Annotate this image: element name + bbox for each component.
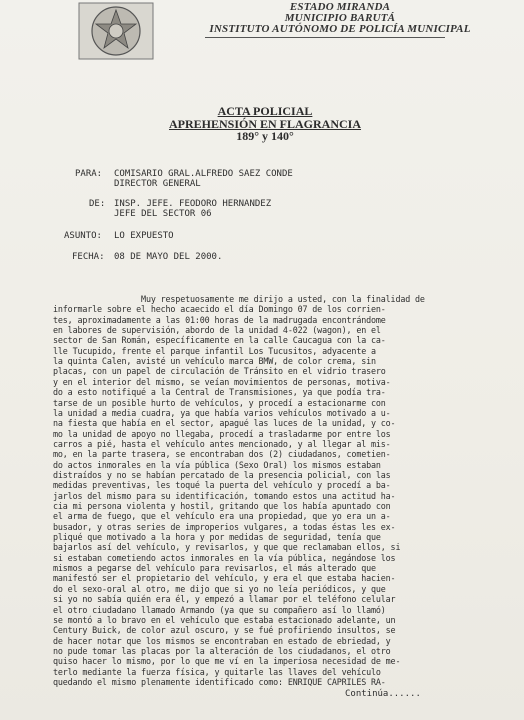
document-title: ACTA POLICIAL: [217, 104, 313, 118]
body-line: terlo mediante la fuerza física, y quitarle las llaves del vehículo: [53, 666, 381, 677]
body-line: carros a pié, hasta el vehículo antes mencionado, y al llegar al mis-: [53, 438, 391, 449]
body-line: Century Buick, de color azul oscuro, y se fué profiriendo insultos, se: [53, 625, 396, 636]
header-municipality: MUNICIPIO BARUTÁ: [284, 12, 396, 24]
fecha-value: 08 DE MAYO DEL 2000.: [114, 252, 223, 262]
body-line: na fiesta que había en el sector, apagué las luces de la unidad, y co-: [53, 418, 396, 429]
body-line: manifestó ser el propietario del vehículo, y era el que estaba hacien-: [53, 573, 396, 584]
body-line: mismos a pegarse del vehículo para revisarlos, el más alterado que: [53, 563, 376, 574]
header-institute: INSTITUTO AUTÓNOMO DE POLICÍA MUNICIPAL: [209, 23, 471, 35]
header-state: ESTADO MIRANDA: [289, 1, 391, 13]
body-line: quedando el mismo plenamente identificado como: ENRIQUE CAPRILES RA-: [53, 676, 386, 687]
body-line: placas, con un papel de circulación de Tránsito en el vidrio trasero: [53, 366, 386, 377]
body-line: el arma de fuego, que el vehículo era una propiedad, que yo era un a-: [53, 511, 391, 522]
body-line: mo la unidad de apoyo no llegaba, procedí a trasladarme por entre los: [53, 428, 391, 439]
body-line: si estaban cometiendo actos inmorales en la vía pública, negándose los: [53, 552, 396, 563]
para-label: PARA:: [75, 169, 103, 179]
asunto-label: ASUNTO:: [64, 231, 102, 241]
para-recipient-title: DIRECTOR GENERAL: [114, 179, 201, 189]
body-line: jarlos del mismo para su identificación, tomando estos una actitud ha-: [53, 490, 396, 501]
body-line: pliqué que motivado a la hora y por medidas de seguridad, tenía que: [53, 532, 381, 543]
body-line: lle Tucupido, frente el parque infantil Los Tucusitos, adyacente a: [53, 345, 376, 356]
body-line: en labores de supervisión, abordo de la unidad 4-022 (wagon), en el: [53, 325, 381, 336]
body-line: tes, aproximadamente a las 01:00 horas de la madrugada encontrándome: [53, 314, 386, 325]
body-line: medidas preventivas, les toqué la puerta del vehículo y procedí a ba-: [53, 480, 391, 491]
fecha-label: FECHA:: [72, 252, 105, 262]
body-line: cia mi persona violenta y hostil, gritando que los había apuntado con: [53, 501, 391, 511]
body-line: el otro ciudadano llamado Armando (ya que su compañero así lo llamó): [53, 604, 386, 615]
header-rule: [205, 37, 445, 38]
body-line: do actos inmorales en la vía pública (Sexo Oral) los mismos estaban: [53, 459, 381, 470]
body-line: Muy respetuosamente me dirijo a usted, con la finalidad de: [53, 294, 425, 304]
body-line: no pude tomar las placas por la alteración de los ciudadanos, el otro: [53, 645, 391, 656]
body-line: mo, en la parte trasera, se encontraban dos (2) ciudadanos, cometien-: [53, 449, 391, 460]
para-recipient: COMISARIO GRAL.ALFREDO SAEZ CONDE: [114, 169, 293, 179]
body-line: informarle sobre el hecho acaecido el día Domingo 07 de los corrien-: [53, 304, 386, 315]
body-line: quiso hacer lo mismo, por lo que me ví en la imperiosa necesidad de me-: [53, 656, 401, 667]
de-label: DE:: [89, 199, 106, 209]
continua-note: Continúa......: [345, 689, 421, 699]
body-line: y en el interior del mismo, se veían movimientos de personas, motiva-: [53, 376, 391, 387]
body-line: tarse de un posible hurto de vehículos, y procedí a estacionarme con: [53, 397, 386, 408]
body-line: si yo no sabía quién era él, y empezó a llamar por el teléfono celular: [53, 594, 396, 605]
body-line: distraídos y no se habían percatado de la presencia policial, con las: [53, 469, 391, 480]
body-line: de hacer notar que los mismos se encontraban en estado de ebriedad, y: [53, 635, 391, 646]
de-sender: INSP. JEFE. FEODORO HERNANDEZ: [114, 199, 272, 209]
document-date-years: 189° y 140°: [236, 129, 294, 143]
body-line: sector de San Román, específicamente en la calle Caucagua con la ca-: [53, 335, 386, 346]
body-line: la quinta Calen, avisté un vehículo marca BMW, de color crema, sin: [53, 356, 376, 367]
document-subtitle: APREHENSIÓN EN FLAGRANCIA: [168, 117, 362, 131]
body-line: do a esto notifiqué a la Central de Transmisiones, ya que podía tra-: [53, 387, 386, 398]
body-line: bajarlos así del vehículo, y revisarlos, y que que reclamaban ellos, si: [53, 542, 401, 553]
body-line: do el sexo-oral al otro, me dijo que si yo no leía periódicos, y que: [53, 583, 386, 594]
de-sender-title: JEFE DEL SECTOR 06: [114, 209, 212, 219]
body-line: se montó a lo bravo en el vehículo que estaba estacionado adelante, un: [53, 614, 396, 625]
body-line: busador, y otras series de improperios vulgares, a todas éstas les ex-: [53, 521, 396, 532]
police-seal-emblem: [78, 2, 154, 60]
asunto-value: LO EXPUESTO: [114, 231, 174, 241]
body-line: la unidad a media cuadra, ya que había varios vehículos motivado a u-: [53, 407, 391, 418]
